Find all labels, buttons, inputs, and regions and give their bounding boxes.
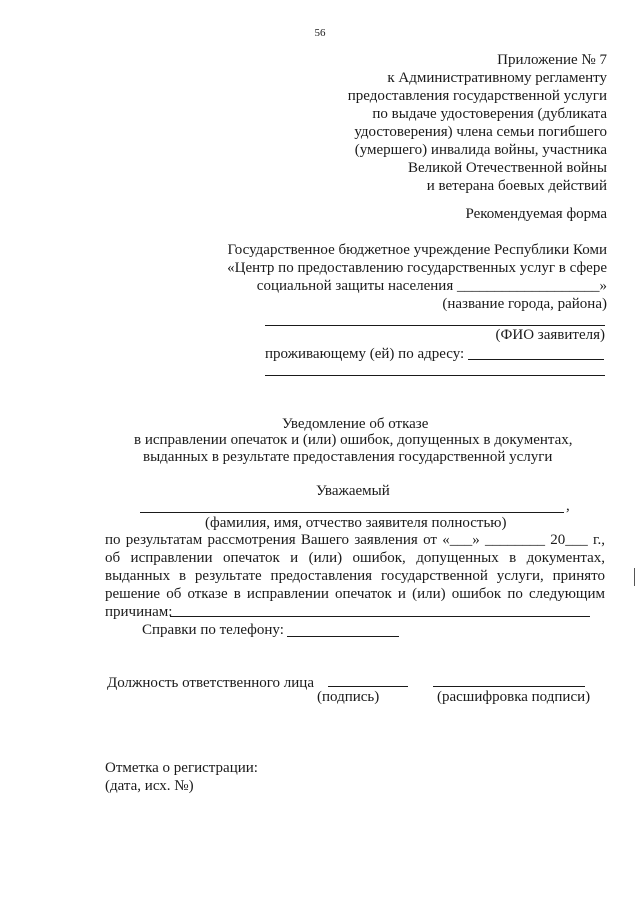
body-line [105,603,605,621]
position-label: Должность ответственного лица [107,675,314,691]
reasons-label: причинам: [105,604,173,620]
appendix-line: по выдаче удостоверения (дубликата [372,106,607,122]
notice-title-line3: выданных в результате предоставления государственной услуги [143,449,553,465]
body-paragraph [105,531,605,621]
institution-block [187,241,607,313]
fio-hint: (ФИО заявителя) [495,327,605,343]
signature-field[interactable] [328,686,408,687]
institution-line: «Центр по предоставлению государственных услуг в сфере [227,260,607,276]
decode-hint: (расшифровка подписи) [437,689,591,705]
signature-decode-field[interactable] [433,686,585,687]
appendix-line: Великой Отечественной войны [407,160,607,176]
recipient-name-field[interactable] [140,512,564,513]
appendix-line: (умершего) инвалида войны, участника [354,142,607,158]
appendix-line: Приложение № 7 [497,52,607,68]
registration-label: Отметка о регистрации: [105,760,258,776]
institution-line: Государственное бюджетное учреждение Республики Коми [227,242,607,258]
name-hint: (фамилия, имя, отчество заявителя полностью) [205,515,507,531]
registration-hint: (дата, исх. №) [105,778,194,794]
institution-line-prefix: социальной защиты населения [256,278,454,294]
body-line: решение об отказе в исправлении опечаток и (или) ошибок по следующим [105,586,605,602]
salutation-comma: , [566,498,570,514]
body-line: об исправлении опечаток и (или) ошибок, допущенных в документах, [105,550,605,566]
reasons-field[interactable] [170,616,590,617]
appendix-header [207,51,607,195]
body-line: выданных в результате предоставления государственной услуги, принято [105,568,605,584]
address-field[interactable] [468,359,604,360]
page-number: 56 [314,27,326,39]
salutation: Уважаемый [316,483,390,499]
appendix-line: удостоверения) члена семьи погибшего [354,124,607,140]
city-blank[interactable]: ___________________ [457,278,600,294]
institution-line-suffix: » [599,278,607,294]
phone-field[interactable] [287,636,399,637]
notice-title-line1: Уведомление об отказе [282,416,429,432]
sign-hint: (подпись) [317,689,380,705]
address-field-line2[interactable] [265,375,605,376]
city-hint: (название города, района) [442,296,607,312]
address-label: проживающему (ей) по адресу: [265,346,465,362]
appendix-line: предоставления государственной услуги [347,88,607,104]
appendix-line: к Административному регламенту [387,70,607,86]
scan-edge-mark [634,568,635,586]
appendix-line: и ветерана боевых действий [426,178,607,194]
institution-line [187,277,607,295]
body-line: по результатам рассмотрения Вашего заявления от «___» ________ 20___ г., [105,532,605,548]
recommended-form-label: Рекомендуемая форма [465,206,607,222]
phone-label: Справки по телефону: [142,622,284,638]
notice-title-line2: в исправлении опечаток и (или) ошибок, допущенных в документах, [134,432,573,448]
